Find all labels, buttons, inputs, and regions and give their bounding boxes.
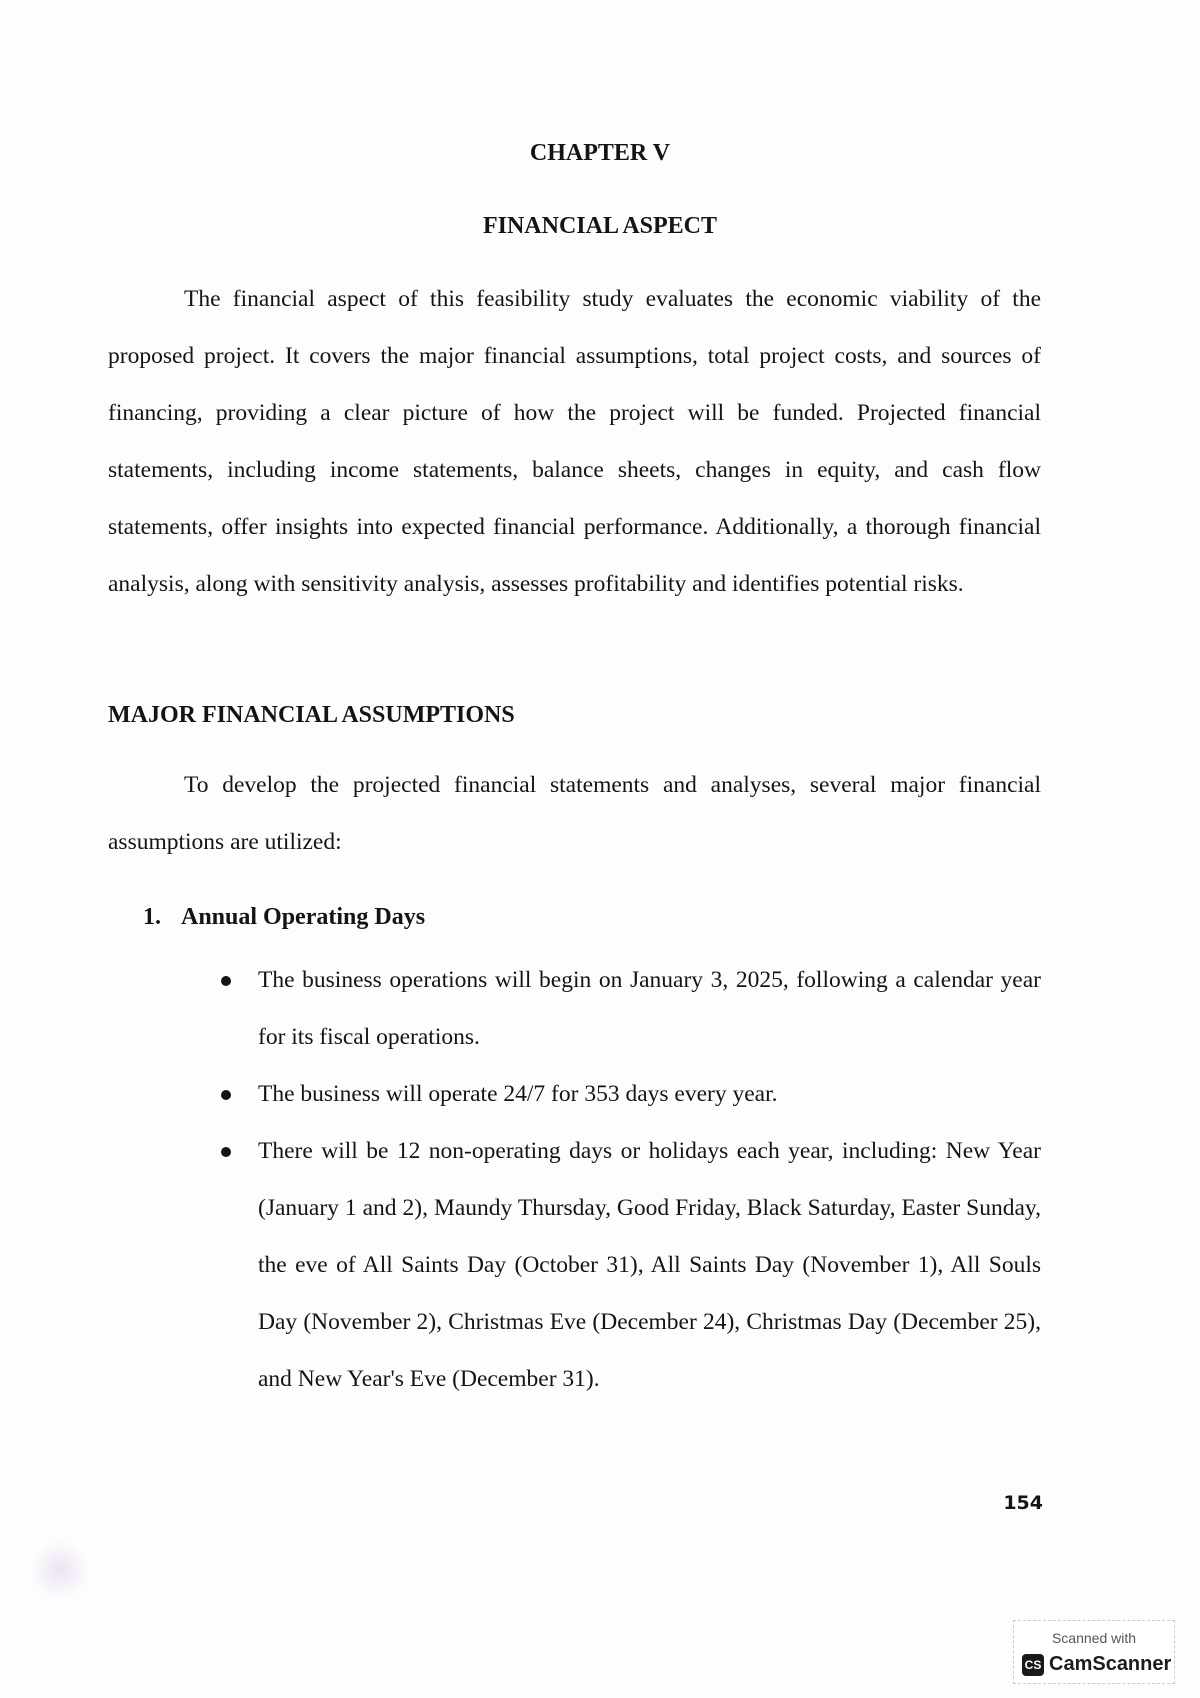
item-title: Annual Operating Days	[181, 904, 426, 930]
list-item-text: There will be 12 non-operating days or holidays each year, including: New Year (January 1 and 2), Maundy Thursday, Good Friday, Black Saturday, Easter Sunday, the eve of All Saints Day (October 31), All Saints Day (November 1), All Souls Day (November 2), Christmas Eve (December 24), Christmas Day (December 25), and New Year's Eve (December 31).	[258, 1138, 1041, 1392]
watermark-app-name: CamScanner	[1049, 1653, 1172, 1675]
bullet-list	[258, 952, 1041, 1408]
bullet-icon	[221, 1090, 231, 1100]
camscanner-watermark	[1013, 1620, 1175, 1684]
camscanner-logo-icon: CS	[1022, 1654, 1044, 1676]
page-number: 154	[1003, 1492, 1043, 1514]
list-item	[258, 952, 1041, 1066]
bullet-icon	[221, 1147, 231, 1157]
bullet-icon	[221, 976, 231, 986]
assumptions-heading: MAJOR FINANCIAL ASSUMPTIONS	[108, 702, 515, 728]
list-item-text: The business will operate 24/7 for 353 days every year.	[258, 1081, 778, 1107]
list-item	[258, 1066, 1041, 1123]
watermark-brand	[1022, 1653, 1171, 1676]
list-item	[258, 1123, 1041, 1408]
intro-paragraph: The financial aspect of this feasibility study evaluates the economic viability of the proposed project. It covers the major financial assumptions, total project costs, and sources of financing, providing a clear picture of how the project will be funded. Projected financial statements, including income statements, balance sheets, changes in equity, and cash flow statements, offer insights into expected financial performance. Additionally, a thorough financial analysis, along with sensitivity analysis, assesses profitability and identifies potential risks.	[108, 286, 1041, 597]
scan-smudge	[30, 1540, 90, 1600]
chapter-heading: CHAPTER V	[529, 140, 671, 166]
numbered-heading-annual-operating-days	[143, 904, 425, 931]
item-number: 1.	[143, 904, 161, 930]
assumptions-intro-paragraph: To develop the projected financial statements and analyses, several major financial assumptions are utilized:	[108, 772, 1041, 855]
section-title: FINANCIAL ASPECT	[482, 213, 718, 239]
list-item-text: The business operations will begin on January 3, 2025, following a calendar year for its fiscal operations.	[258, 967, 1041, 1050]
watermark-caption: Scanned with	[1051, 1630, 1137, 1646]
